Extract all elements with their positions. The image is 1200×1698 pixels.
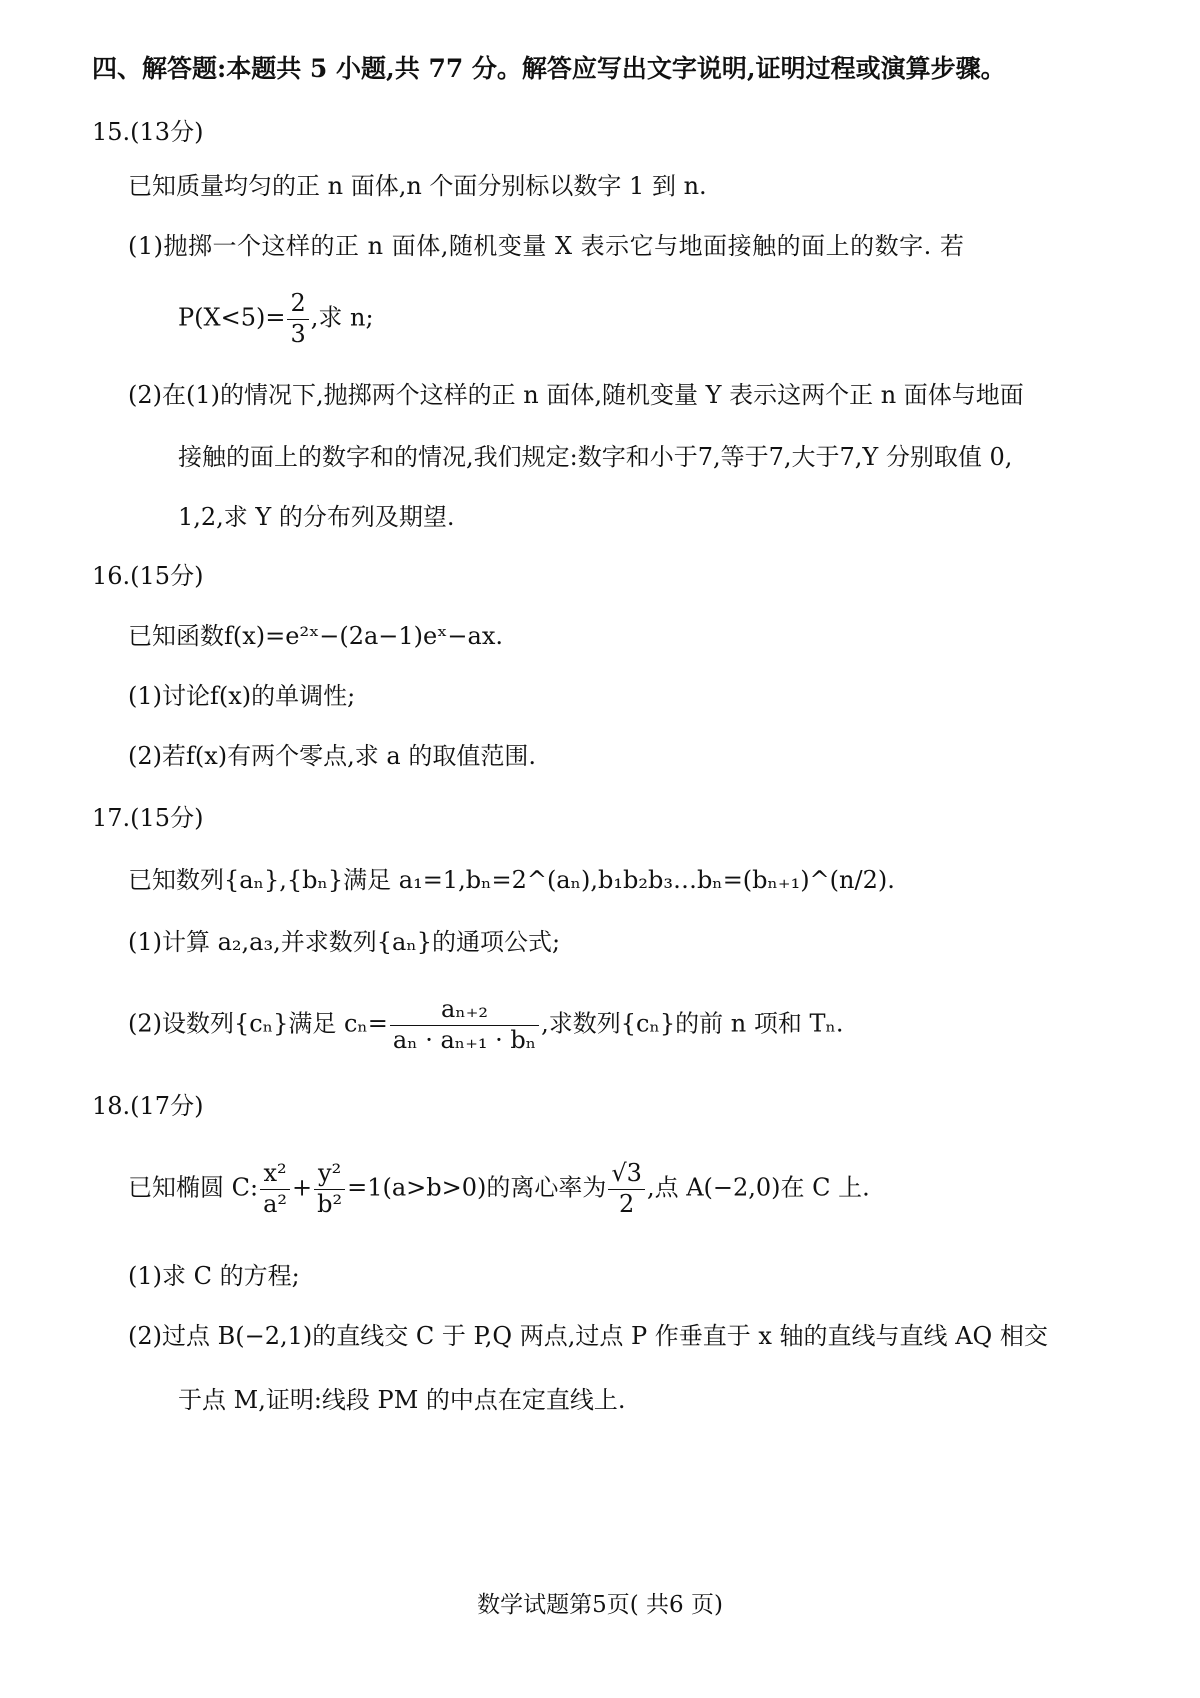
q17-frac-den: aₙ · aₙ₊₁ · bₙ xyxy=(392,1025,537,1054)
question-17-part2 xyxy=(128,996,843,1054)
q18-frac3-num: √3 xyxy=(608,1160,645,1190)
q18-stem-middle: =1(a>b>0)的离心率为 xyxy=(347,1173,607,1202)
q15-frac-num: 2 xyxy=(287,290,308,320)
question-15-part1-line2 xyxy=(178,290,374,348)
question-18-part1: (1)求 C 的方程; xyxy=(128,1262,300,1290)
q18-plus: + xyxy=(292,1173,313,1202)
q18-frac2-num: y² xyxy=(314,1160,345,1190)
question-15-part1-line1: (1)抛掷一个这样的正 n 面体,随机变量 X 表示它与地面接触的面上的数字. 若 xyxy=(128,232,965,260)
q15-frac-den: 3 xyxy=(290,319,306,348)
q18-stem-suffix: ,点 A(−2,0)在 C 上. xyxy=(646,1173,870,1202)
q15-p1-prefix: P(X<5)= xyxy=(178,303,286,332)
question-16-part1: (1)讨论f(x)的单调性; xyxy=(128,682,356,710)
question-16-part2: (2)若f(x)有两个零点,求 a 的取值范围. xyxy=(128,742,536,770)
question-18-number: 18.(17分) xyxy=(92,1092,204,1120)
q17-p2-prefix: (2)设数列{cₙ}满足 cₙ= xyxy=(128,1009,388,1038)
q18-frac1-num: x² xyxy=(260,1160,290,1190)
q17-p2-suffix: ,求数列{cₙ}的前 n 项和 Tₙ. xyxy=(541,1009,844,1038)
q18-frac-eccentricity xyxy=(608,1160,645,1218)
q17-frac-num: aₙ₊₂ xyxy=(390,996,539,1026)
question-16-stem: 已知函数f(x)=e²ˣ−(2a−1)eˣ−ax. xyxy=(128,622,503,650)
q15-fraction xyxy=(287,290,308,348)
question-16-number: 16.(15分) xyxy=(92,562,204,590)
section-header: 四、解答题:本题共 5 小题,共 77 分。解答应写出文字说明,证明过程或演算步骤。 xyxy=(92,54,1006,83)
q15-p1-suffix: ,求 n; xyxy=(310,303,374,332)
question-15-part2-line3: 1,2,求 Y 的分布列及期望. xyxy=(178,503,455,531)
q18-stem-prefix: 已知椭圆 C: xyxy=(128,1173,259,1202)
q18-frac3-den: 2 xyxy=(619,1189,635,1218)
question-17-number: 17.(15分) xyxy=(92,804,204,832)
question-15-number: 15.(13分) xyxy=(92,118,204,146)
q18-frac2-den: b² xyxy=(317,1189,343,1218)
question-18-part2-line1: (2)过点 B(−2,1)的直线交 C 于 P,Q 两点,过点 P 作垂直于 x 轴的直线与直线 AQ 相交 xyxy=(128,1322,1048,1350)
q17-fraction xyxy=(390,996,539,1054)
question-17-stem: 已知数列{aₙ},{bₙ}满足 a₁=1,bₙ=2^(aₙ),b₁b₂b₃…bₙ=(bₙ₊₁)^(n/2). xyxy=(128,866,895,894)
question-15-stem: 已知质量均匀的正 n 面体,n 个面分别标以数字 1 到 n. xyxy=(128,172,707,200)
question-18-stem xyxy=(128,1160,870,1218)
q18-frac-x xyxy=(260,1160,290,1218)
q18-frac-y xyxy=(314,1160,345,1218)
question-18-part2-line2: 于点 M,证明:线段 PM 的中点在定直线上. xyxy=(178,1386,626,1414)
question-15-part2-line2: 接触的面上的数字和的情况,我们规定:数字和小于7,等于7,大于7,Y 分别取值 0, xyxy=(178,443,1013,471)
question-15-part2-line1: (2)在(1)的情况下,抛掷两个这样的正 n 面体,随机变量 Y 表示这两个正 n 面体与地面 xyxy=(128,381,1024,409)
q18-frac1-den: a² xyxy=(263,1189,288,1218)
question-17-part1: (1)计算 a₂,a₃,并求数列{aₙ}的通项公式; xyxy=(128,928,561,956)
page-footer: 数学试题第5页( 共6 页) xyxy=(477,1592,723,1618)
